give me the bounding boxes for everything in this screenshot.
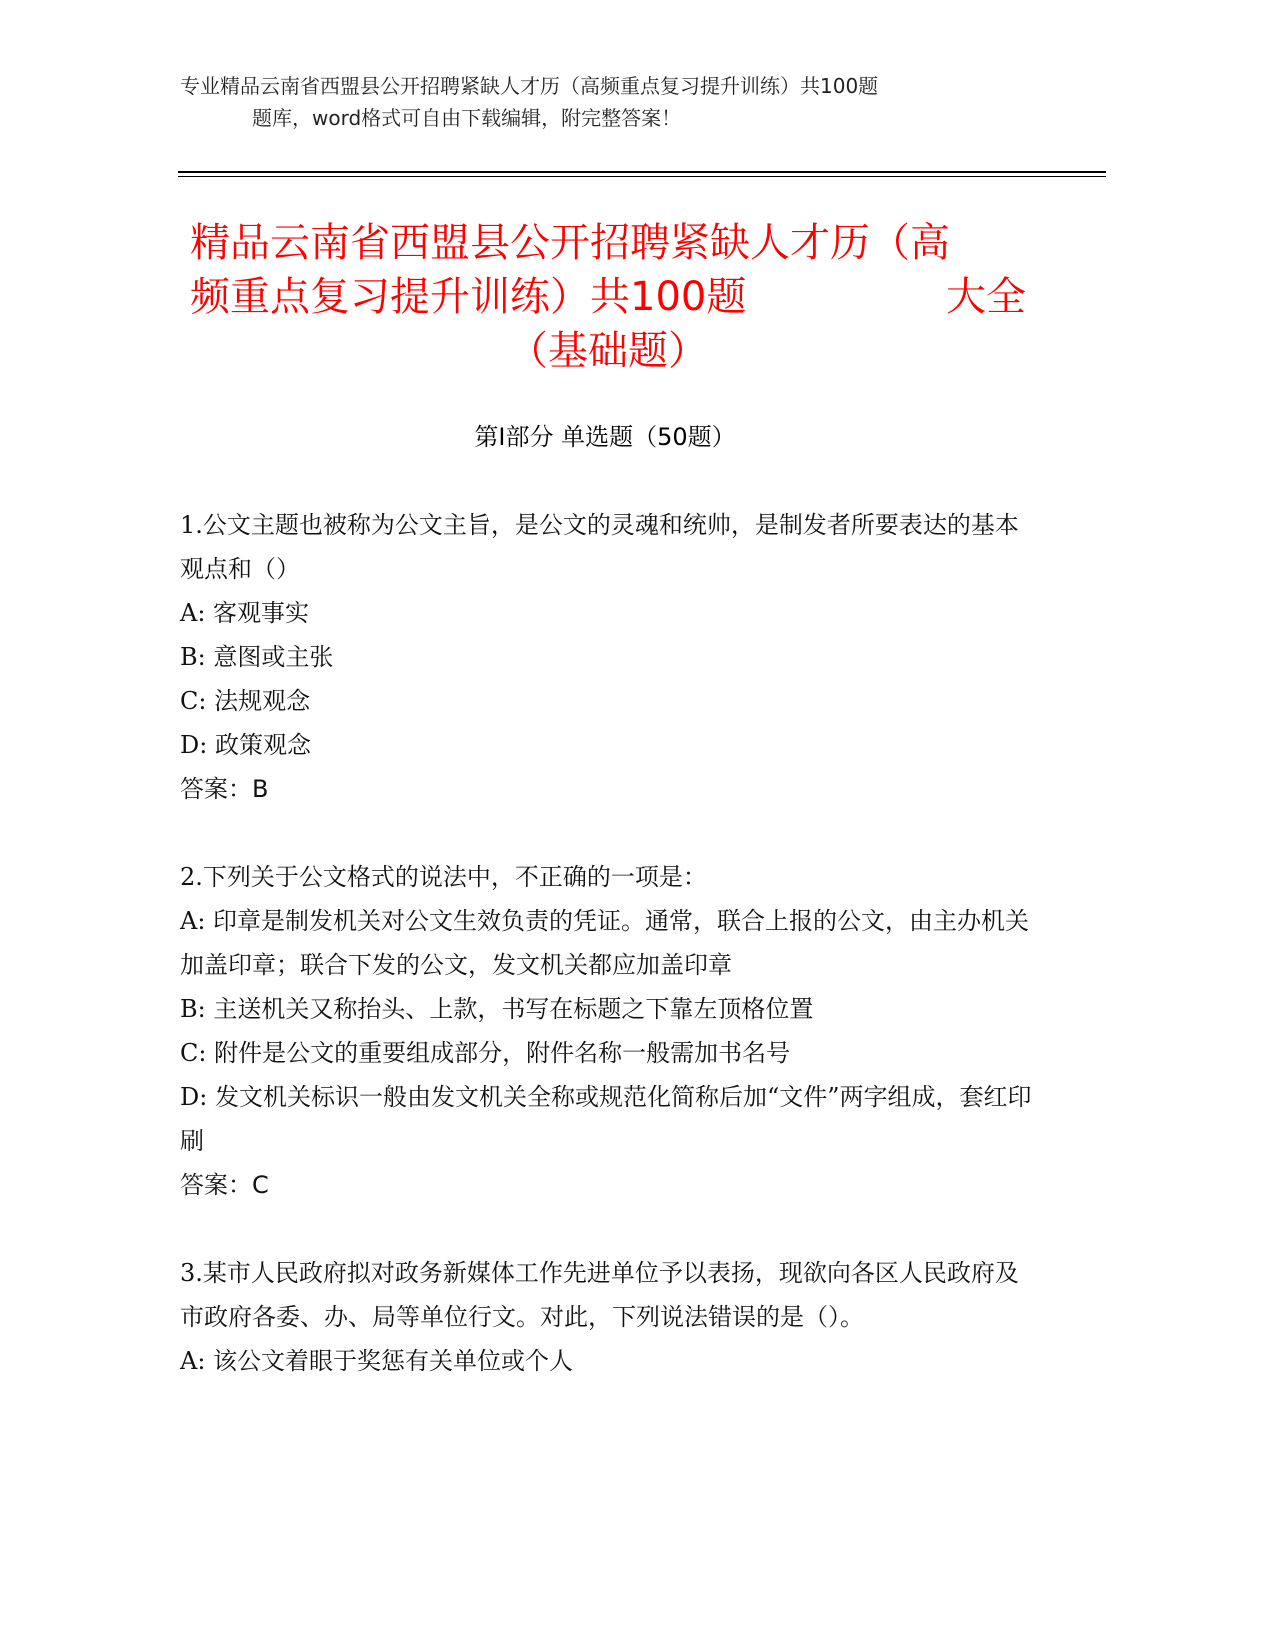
title-line-2-main: 频重点复习提升训练）共100题 (190, 274, 747, 320)
document-header (180, 70, 1060, 134)
option-b: B: 主送机关又称抬头、上款，书写在标题之下靠左顶格位置 (180, 995, 814, 1023)
question-spacer (180, 811, 1040, 855)
question-stem: 3.某市人民政府拟对政务新媒体工作先进单位予以表扬，现欲向各区人民政府及市政府各委、办、局等单位行文。对此，下列说法错误的是（）。 (180, 1259, 1019, 1331)
answer: 答案：C (180, 1171, 269, 1199)
document-title (190, 216, 1026, 378)
question-list (180, 503, 1040, 1383)
option-a: A: 印章是制发机关对公文生效负责的凭证。通常，联合上报的公文，由主办机关加盖印章；联合下发的公文，发文机关都应加盖印章 (180, 907, 1030, 979)
header-divider-thick (178, 171, 1106, 173)
option-b: B: 意图或主张 (180, 643, 334, 671)
section-title: 第Ⅰ部分 单选题（50题） (474, 423, 736, 451)
title-line-1: 精品云南省西盟县公开招聘紧缺人才历（高 (190, 220, 950, 266)
option-c: C: 法规观念 (180, 687, 311, 715)
question-1 (180, 503, 1040, 811)
question-2 (180, 855, 1040, 1207)
question-3 (180, 1251, 1040, 1383)
header-divider-thin (178, 176, 1106, 177)
option-d: D: 政策观念 (180, 731, 311, 759)
title-line-2 (190, 270, 1026, 324)
option-a: A: 客观事实 (180, 599, 310, 627)
title-line-2-tail: 大全 (946, 274, 1026, 320)
header-line-1: 专业精品云南省西盟县公开招聘紧缺人才历（高频重点复习提升训练）共100题 (180, 74, 879, 98)
answer: 答案：B (180, 775, 269, 803)
question-stem: 2.下列关于公文格式的说法中，不正确的一项是： (180, 863, 707, 891)
option-d: D: 发文机关标识一般由发文机关全称或规范化简称后加“文件”两字组成，套红印刷 (180, 1083, 1032, 1155)
option-a: A: 该公文着眼于奖惩有关单位或个人 (180, 1347, 574, 1375)
header-line-2: 题库，word格式可自由下载编辑，附完整答案！ (252, 106, 682, 130)
option-c: C: 附件是公文的重要组成部分，附件名称一般需加书名号 (180, 1039, 791, 1067)
question-stem: 1.公文主题也被称为公文主旨，是公文的灵魂和统帅，是制发者所要表达的基本观点和（） (180, 511, 1019, 583)
title-line-3: （基础题） (508, 328, 708, 374)
question-spacer (180, 1207, 1040, 1251)
